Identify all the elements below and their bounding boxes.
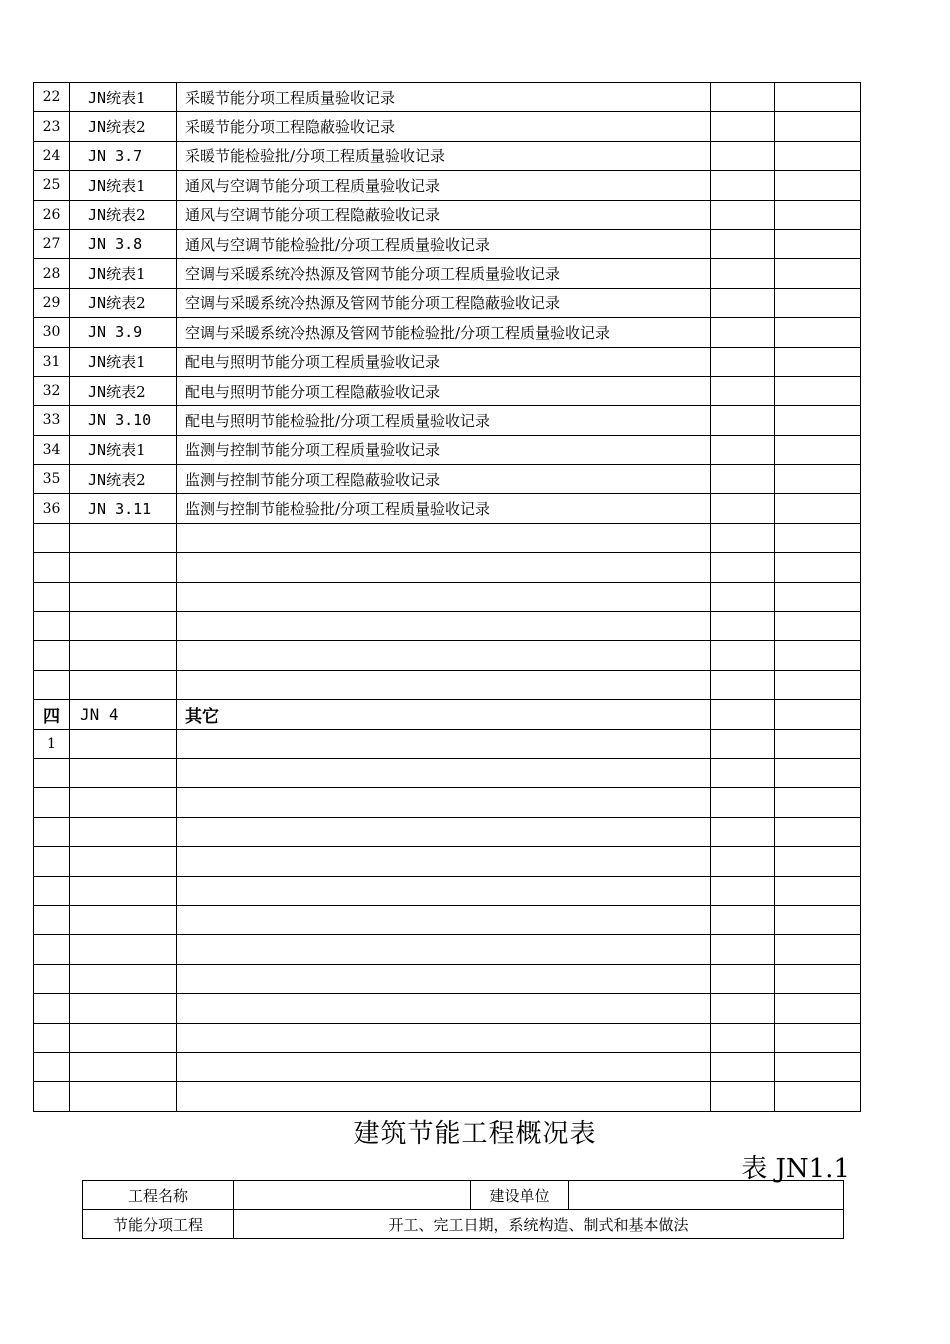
table-row: 31 JN统表1 配电与照明节能分项工程质量验收记录 [34, 347, 861, 376]
table-row [83, 1181, 844, 1210]
table-row: 33 JN 3.10 配电与照明节能检验批/分项工程质量验收记录 [34, 406, 861, 435]
table-row: 26 JN统表2 通风与空调节能分项工程隐蔽验收记录 [34, 200, 861, 229]
empty-row [34, 523, 861, 552]
table-row: 24 JN 3.7 采暖节能检验批/分项工程质量验收记录 [34, 141, 861, 170]
table-row: 36 JN 3.11 监测与控制节能检验批/分项工程质量验收记录 [34, 494, 861, 523]
table-row: 29 JN统表2 空调与采暖系统冷热源及管网节能分项工程隐蔽验收记录 [34, 288, 861, 317]
empty-row [34, 582, 861, 611]
project-name-field[interactable] [234, 1181, 471, 1210]
builder-label: 建设单位 [471, 1181, 569, 1210]
table-row: 23 JN统表2 采暖节能分项工程隐蔽验收记录 [34, 112, 861, 141]
table-row: 25 JN统表1 通风与空调节能分项工程质量验收记录 [34, 171, 861, 200]
empty-row [34, 964, 861, 993]
builder-field[interactable] [569, 1181, 844, 1210]
empty-row [34, 758, 861, 787]
table-row: 32 JN统表2 配电与照明节能分项工程隐蔽验收记录 [34, 376, 861, 405]
empty-row [34, 905, 861, 934]
table-row [83, 1210, 844, 1239]
empty-row [34, 817, 861, 846]
empty-row [34, 1052, 861, 1081]
table-row: 1 [34, 729, 861, 758]
table-row: 35 JN统表2 监测与控制节能分项工程隐蔽验收记录 [34, 465, 861, 494]
index-table [33, 82, 861, 1112]
table-row: 30 JN 3.9 空调与采暖系统冷热源及管网节能检验批/分项工程质量验收记录 [34, 318, 861, 347]
empty-row [34, 788, 861, 817]
empty-row [34, 847, 861, 876]
document-title: 建筑节能工程概况表 [353, 1119, 597, 1149]
table-row: 34 JN统表1 监测与控制节能分项工程质量验收记录 [34, 435, 861, 464]
empty-row [34, 553, 861, 582]
table-row: 22 JN统表1 采暖节能分项工程质量验收记录 [34, 83, 861, 112]
empty-row [34, 670, 861, 699]
overview-table [82, 1180, 844, 1239]
form-code: 表 JN1.1 [741, 1154, 850, 1184]
section-row-other: 四 JN 4 其它 [34, 700, 861, 729]
empty-row [34, 612, 861, 641]
table-row: 27 JN 3.8 通风与空调节能检验批/分项工程质量验收记录 [34, 229, 861, 258]
empty-row [34, 641, 861, 670]
project-name-label: 工程名称 [83, 1181, 234, 1210]
table-row: 28 JN统表1 空调与采暖系统冷热源及管网节能分项工程质量验收记录 [34, 259, 861, 288]
empty-row [34, 1023, 861, 1052]
description-header: 开工、完工日期，系统构造、制式和基本做法 [234, 1210, 844, 1239]
empty-row [34, 876, 861, 905]
empty-row [34, 1082, 861, 1111]
empty-row [34, 994, 861, 1023]
subproject-label: 节能分项工程 [83, 1210, 234, 1239]
empty-row [34, 935, 861, 964]
